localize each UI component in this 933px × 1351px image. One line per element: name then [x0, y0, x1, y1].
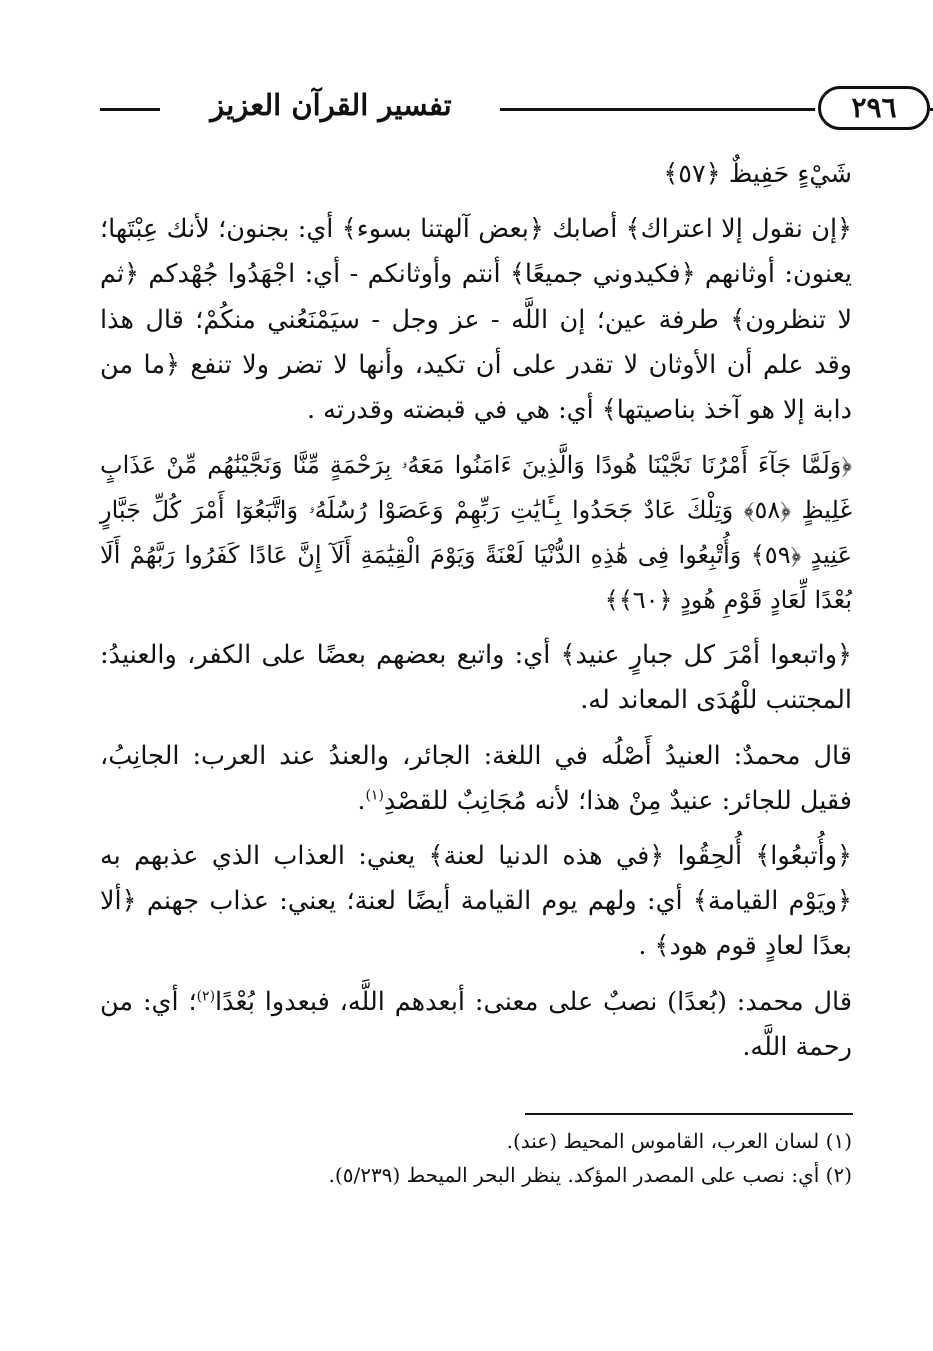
paragraph-commentary	[100, 980, 852, 1070]
paragraph-verse-end	[100, 152, 852, 197]
paragraph-commentary	[100, 633, 852, 723]
footnote-separator	[525, 1113, 853, 1115]
footnote-item: (١) لسان العرب، القاموس المحيط (عند).	[506, 1129, 852, 1153]
paragraph-text: قال محمدٌ: العنيدُ أَصْلُه في اللغة: الجائر، والعندُ عند العرب: الجانِبُ، فقيل للجائر: عنيدٌ مِنْ هذا؛ لأنه مُجَانِبٌ للقصْدِ	[100, 740, 852, 816]
paragraph-tail: .	[357, 785, 366, 816]
verses-text: ﴿وَلَمَّا جَآءَ أَمْرُنَا نَجَّيْنَا هُودًا وَالَّذِينَ ءَامَنُوا مَعَهُۥ بِرَحْمَةٍ مِّنَّا وَنَجَّيْنَٰهُم مِّنْ عَذَابٍ غَلِيظٍ ﴿٥٨﴾ وَتِلْكَ عَادٌ جَحَدُوا بِـَٔايَٰتِ رَبِّهِمْ وَعَصَوْا رُسُلَهُۥ وَاتَّبَعُوٓا أَمْرَ كُلِّ جَبَّارٍ عَنِيدٍ ﴿٥٩﴾ وَأُتْبِعُوا فِى هَٰذِهِ الدُّنْيَا لَعْنَةً وَيَوْمَ الْقِيَٰمَةِ أَلَآ إِنَّ عَادًا كَفَرُوا رَبَّهُمْ أَلَا بُعْدًا لِّعَادٍ قَوْمِ هُودٍ ﴿٦٠﴾﴾	[100, 451, 853, 615]
footnote-reference: (١)	[365, 787, 384, 804]
paragraph-commentary	[100, 207, 852, 433]
footnotes	[100, 1124, 852, 1192]
footnote-item: (٢) أي: نصب على المصدر المؤكد. ينظر البحر الميحط (٥/٢٣٩).	[328, 1163, 852, 1187]
paragraph-text: ﴿وأُتبعُوا﴾ أُلحِقُوا ﴿في هذه الدنيا لعنة﴾ يعني: العذاب الذي عذبهم به ﴿ويَوْم القيامة﴾ أي: ولهم يوم القيامة أيضًا لعنة؛ يعني: عذاب جهنم ﴿ألا بعدًا لعادٍ قوم هود﴾ .	[100, 841, 852, 962]
header-rule-left	[100, 108, 160, 111]
paragraph-text: ﴿واتبعوا أمْرَ كل جبارٍ عنيد﴾ أي: واتبع بعضهم بعضًا على الكفر، والعنيدُ: المجتنب للْهُدَى المعاند له.	[100, 640, 852, 716]
paragraph-commentary	[100, 834, 852, 970]
page-number: ٢٩٦	[818, 86, 930, 130]
paragraph-tail: ؛ أي: من رحمة اللَّه.	[100, 986, 852, 1062]
running-title: تفسير القرآن العزيز	[210, 88, 452, 122]
paragraph-commentary	[100, 734, 852, 824]
header-rule-middle	[500, 108, 815, 111]
paragraph-text: ﴿إن نقول إلا اعتراك﴾ أصابك ﴿بعض آلهتنا بسوء﴾ أي: بجنون؛ لأنك عِبْتَها؛ يعنون: أوثانهم ﴿فكيدوني جميعًا﴾ أنتم وأوثانكم - أي: اجْهَدُوا جُهْدكم ﴿ثم لا تنظرون﴾ طرفة عين؛ إن اللَّه - عز وجل - سيَمْنَعُني منكُمْ؛ قال هذا وقد علم أن الأوثان لا تقدر على أن تكيد، وأنها لا تضر ولا تنفع ﴿ما من دابة إلا هو آخذ بناصيتها﴾ أي: هي في قبضته وقدرته .	[100, 214, 852, 426]
main-text	[100, 152, 852, 1080]
footnote-reference: (٢)	[196, 988, 216, 1005]
paragraph-text: قال محمد: (بُعدًا) نصبٌ على معنى: أبعدهم اللَّه، فبعدوا بُعْدًا	[215, 986, 853, 1017]
paragraph-quran-verses	[100, 443, 852, 623]
page-header	[100, 82, 897, 134]
paragraph-text: شَيْءٍ حَفِيظٌ ﴿٥٧﴾	[663, 159, 852, 189]
